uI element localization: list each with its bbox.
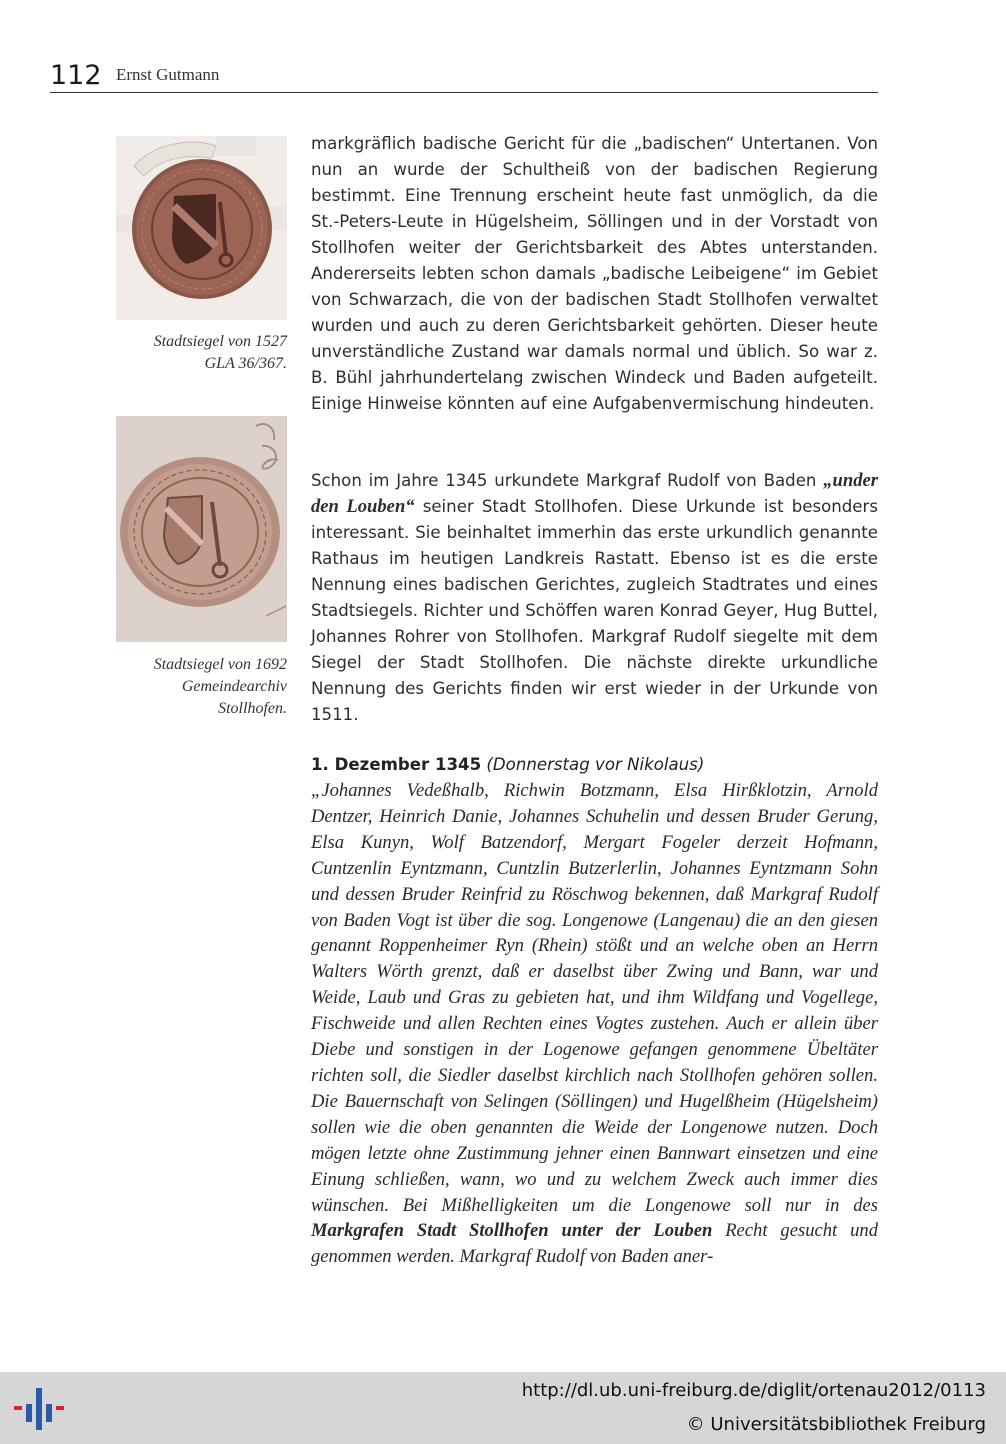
running-head-author: Ernst Gutmann — [116, 65, 220, 84]
footer-url-link[interactable]: http://dl.ub.uni-freiburg.de/diglit/ortenau2012/0113 — [521, 1380, 986, 1401]
paragraph-1: markgräflich badische Gericht für die „badischen“ Untertanen. Von nun an wurde der Schultheiß von der badischen Regierung bestimmt. Eine Trennung erscheint heute fast unmöglich, da die St.-Peters-Leute in Hügelsheim, Söllingen und in der Vorstadt von Stollhofen weiter der Gerichtsbarkeit des Abtes unterstanden. Andererseits lebten schon damals „badische Leibeigene“ im Gebiet von Schwarzach, die von der badischen Stadt Stollhofen verwaltet wurden und auch zu deren Gerichtsbarkeit gehörten. Dieser heute unverständliche Zustand war damals normal und üblich. So war z. B. Bühl jahrhundertelang zwischen Windeck und Baden aufgeteilt. Einige Hinweise könnten auf eine Aufgabenvermischung hindeuten. — [311, 134, 878, 413]
seal-image-1527 — [116, 136, 287, 320]
entry-date: 1. Dezember 1345 — [311, 755, 482, 774]
emphasis-under-den-louben: „under den Louben“ — [311, 470, 878, 517]
entry-note: (Donnerstag vor Nikolaus) — [486, 755, 705, 774]
document-quote: „Johannes Vedeßhalb, Richwin Botzmann, Elsa Hirßklotzin, Arnold Dentzer, Heinrich Danie, Johannes Schuhelin und dessen Bruder Gerung, Elsa Kunyn, Wolf Batzendorf, Mergart Fogeler derzeit Hofmann, Cuntzenlin Eyntzmann, Cuntzlin Butzerlerlin, Johannes Eyntzmann Sohn und dessen Bruder Reinfrid zu Röschwog bekennen, daß Markgraf Rudolf von Baden Vogt ist über die sog. Longenowe (Langenau) die an den giesen genannt Roppenheimer Ryn (Rhein) stößt und an welche oben an Herrn Walters Wörth grenzt, daß er daselbst über Zwing und Bann, war und Weide, Laub und Gras zu gebieten hat, und ihm Wildfang und Vogellege, Fischweide und allen Rechten eines Vogtes zustehen. Auch er allein über Diebe und sonstigen in der Logenowe gefangen genommene Übeltäter richten soll, die Siedler daselbst kirchlich nach Stollhofen gehören sollen. Die Bauernschaft von Selingen (Söllingen) und Hugelßheim (Hügelsheim) sollen wie die oben genannten die Weide der Longenowe nutzen. Doch mögen letzte ohne Zustimmung jehner einen Bannwart einsetzen und eine Einung schließen, wann, wo und zu welchem Zweck auch immer dies wünschen. Bei Mißhelligkeiten um die Longenowe soll nur in des Markgrafen Stadt Stollhofen unter der Louben Recht gesucht und genommen werden. Markgraf Rudolf von Baden aner- — [311, 780, 878, 1268]
emphasis-markgrafen-stadt: Markgrafen Stadt Stollhofen unter der Louben — [311, 1220, 713, 1242]
entry-heading — [311, 752, 878, 778]
page-number: 112 — [50, 60, 102, 91]
paragraph-2: Schon im Jahre 1345 urkundete Markgraf Rudolf von Baden „under den Louben“ seiner Stadt Stollhofen. Diese Urkunde ist besonders interessant. Sie beinhaltet immerhin das erste urkundlich genannte Rathaus im heutigen Landkreis Rastatt. Ebenso ist es die erste Nennung eines badischen Gerichtes, zugleich Stadtrates und eines Stadtsiegels. Richter und Schöffen waren Konrad Geyer, Hug Buttel, Johannes Rohrer von Stollhofen. Markgraf Rudolf siegelte mit dem Siegel der Stadt Stollhofen. Die nächste direkte urkundliche Nennung des Gerichts finden wir erst wieder in der Urkunde von 1511. — [311, 470, 878, 724]
footer-copyright: © Universitätsbibliothek Freiburg — [686, 1414, 986, 1435]
ub-freiburg-logo-icon — [14, 1384, 64, 1434]
page-header — [50, 58, 878, 93]
seal-image-1692 — [116, 416, 287, 642]
caption-seal-1527: Stadtsiegel von 1527 GLA 36/367. — [153, 333, 287, 372]
footer-bar — [0, 1372, 1006, 1444]
caption-seal-1692: Stadtsiegel von 1692 Gemeindearchiv Stollhofen. — [153, 656, 287, 717]
